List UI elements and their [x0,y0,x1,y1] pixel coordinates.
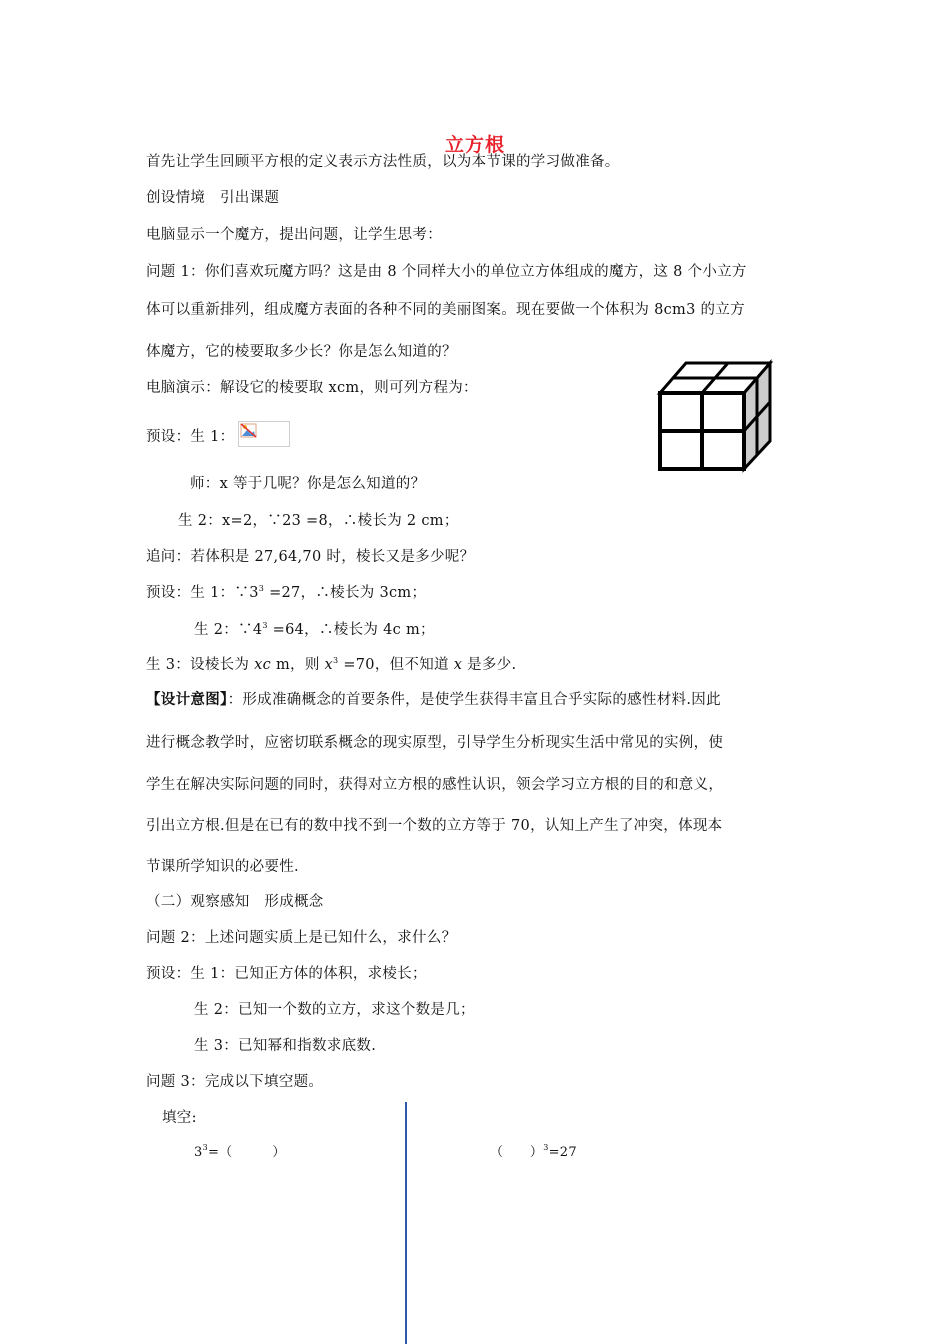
question-1-line: 问题 1：你们喜欢玩魔方吗？这是由 8 个同样大小的单位立方体组成的魔方，这 8 个小立方 [146,264,747,280]
paragraph-line: 节课所学知识的必要性. [146,859,299,875]
fill-in-left [194,1143,286,1163]
text-run: =70，但不知道 [338,657,454,673]
student-3-line [146,655,516,675]
text-run: m，则 [271,657,325,673]
student-2-line [194,620,435,640]
teacher-line: 师：x 等于几呢？你是怎么知道的？ [190,476,426,492]
question-2-line: 问题 2：上述问题实质上是已知什么，求什么？ [146,930,457,946]
student-3-line: 生 3：已知幂和指数求底数. [194,1038,377,1054]
demo-line: 电脑演示：解设它的棱要取 xcm，则可列方程为： [146,380,478,396]
broken-image-icon [238,421,290,447]
column-divider [405,1102,407,1344]
question-1-line: 体魔方，它的棱要取多少长？你是怎么知道的？ [146,344,457,360]
text-run: 3 [194,1145,203,1160]
question-3-line: 问题 3：完成以下填空题。 [146,1074,324,1090]
exponent: 3 [543,1143,549,1152]
text-run: （ ） [490,1145,544,1160]
variable: x [453,657,463,673]
text-run: =（ ） [207,1145,286,1160]
preset-line [146,583,426,603]
text-run: 是多少. [462,657,517,673]
page-title: 立方根 [444,134,505,156]
variable: x [324,657,334,673]
fill-in-right [490,1143,577,1163]
design-intent-line [146,690,721,710]
section-heading: （二）观察感知 形成概念 [146,894,324,910]
fill-in-label: 填空: [162,1110,197,1126]
paragraph-line: 学生在解决实际问题的同时，获得对立方根的感性认识，领会学习立方根的目的和意义， [146,777,724,793]
text-run: =27，∴棱长为 3cm； [264,585,427,601]
text-run: 生 3：设棱长为 [146,657,255,673]
exponent: 3 [258,584,265,593]
student-2-line: 生 2：x=2，∵23 =8，∴棱长为 2 cm； [178,513,459,529]
intro-text: 首先让学生回顾平方根的定义表示方法性质，以为本节课的学习做准备。 [146,154,620,170]
question-1-line: 体可以重新排列，组成魔方表面的各种不同的美丽图案。现在要做一个体积为 8cm3 的立方 [146,302,745,318]
section-heading: 创设情境 引出课题 [146,190,280,206]
rubiks-cube-illustration [654,357,776,473]
exponent: 3 [262,621,268,630]
text-run: =64，∴棱长为 4c m； [267,622,435,638]
text-run: =27 [548,1145,577,1160]
exponent: 3 [333,656,339,665]
preset-line [146,421,290,447]
student-2-line: 生 2：已知一个数的立方，求这个数是几； [194,1002,475,1018]
text-run: 生 2：∵4 [194,622,263,638]
follow-up-line: 追问：若体积是 27,64,70 时，棱长又是多少呢？ [146,549,475,565]
preset-label: 预设：生 1： [146,429,235,445]
design-intent-label: 【设计意图】 [146,691,228,708]
text-run: 预设：生 1：∵3 [146,585,259,601]
preset-line: 预设：生 1：已知正方体的体积，求棱长； [146,966,427,982]
paragraph-line: 进行概念教学时，应密切联系概念的现实原型，引导学生分析现实生活中常见的实例，使 [146,735,724,751]
text-run: ：形成准确概念的首要条件，是使学生获得丰富且合乎实际的感性材料.因此 [227,692,721,708]
variable: xc [254,657,272,673]
paragraph-line: 引出立方根.但是在已有的数中找不到一个数的立方等于 70，认知上产生了冲突，体现本 [146,818,723,834]
exponent: 3 [202,1143,208,1152]
paragraph-line: 电脑显示一个魔方，提出问题，让学生思考： [146,227,442,243]
